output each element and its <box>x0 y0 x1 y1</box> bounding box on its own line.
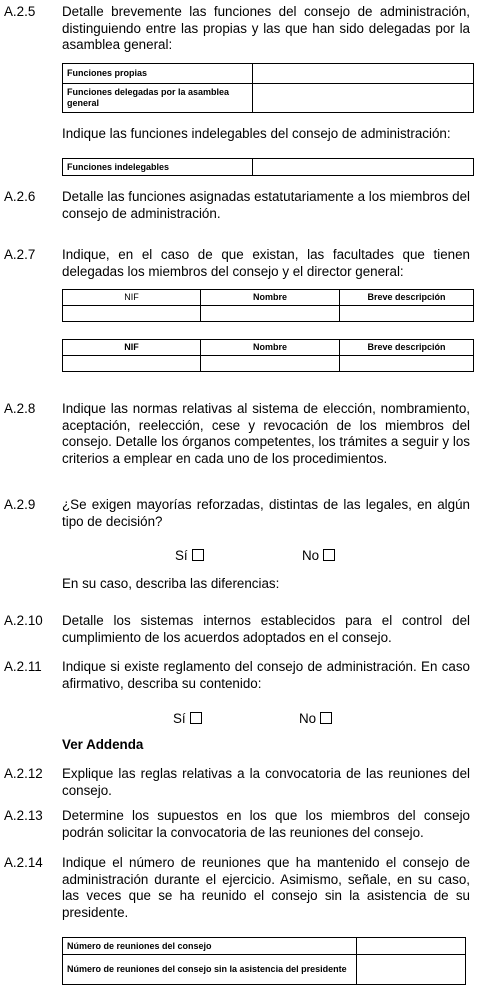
table-cell-empty[interactable] <box>253 84 474 113</box>
no-checkbox[interactable] <box>323 549 335 561</box>
section-text: ¿Se exigen mayorías reforzadas, distintas de las legales, en algún tipo de decisión? <box>62 497 470 529</box>
section-subtext: Indique las funciones indelegables del consejo de administración: <box>62 126 451 141</box>
table-cell-empty[interactable] <box>253 159 474 176</box>
section-text: Detalle las funciones asignadas estatutariamente a los miembros del consejo de administración. <box>62 189 470 221</box>
section-number: A.2.10 <box>4 613 43 628</box>
column-header: Nombre <box>201 290 340 306</box>
indelegables-table <box>62 158 474 176</box>
table-row <box>63 64 474 84</box>
table-row <box>63 938 466 955</box>
section-text: Indique si existe reglamento del consejo de administración. En caso afirmativo, describa su contenido: <box>62 659 470 691</box>
table-cell-empty[interactable] <box>201 356 340 372</box>
table-header-row <box>63 290 474 306</box>
no-checkbox[interactable] <box>320 712 332 724</box>
meetings-table <box>62 937 466 985</box>
table-cell-empty[interactable] <box>340 356 474 372</box>
table-cell: Número de reuniones del consejo <box>63 938 357 955</box>
column-header: NIF <box>63 290 201 306</box>
section-number: A.2.5 <box>4 4 36 19</box>
no-option <box>302 548 335 563</box>
table-header-row <box>63 340 474 356</box>
no-label: No <box>302 548 320 563</box>
section-text: Indique el número de reuniones que ha mantenido el consejo de administración durante el ejercicio. Asimismo, señale, en su caso, las veces que se ha reunido el consejo sin la asistencia de su presidente. <box>62 855 470 920</box>
section-number: A.2.13 <box>4 808 43 823</box>
table-cell: Número de reuniones del consejo sin la asistencia del presidente <box>63 955 357 985</box>
table-cell-empty[interactable] <box>63 356 201 372</box>
section-text: Explique las reglas relativas a la convocatoria de las reuniones del consejo. <box>62 766 470 798</box>
table-row <box>63 306 474 322</box>
si-label: Sí <box>175 548 188 563</box>
section-number: A.2.6 <box>4 189 36 204</box>
table-cell: Funciones delegadas por la asamblea general <box>63 84 253 113</box>
section-number: A.2.11 <box>4 659 42 674</box>
section-number: A.2.8 <box>4 401 36 416</box>
table-cell-empty[interactable] <box>253 64 474 84</box>
si-checkbox[interactable] <box>190 712 202 724</box>
si-option <box>175 548 204 563</box>
table-cell-empty[interactable] <box>357 938 466 955</box>
section-number: A.2.12 <box>4 766 43 781</box>
section-text: Determine los supuestos en los que los miembros del consejo podrán solicitar la convocatoria de las reuniones del consejo. <box>62 808 470 840</box>
delegation-table-1 <box>62 289 474 322</box>
column-header: NIF <box>63 340 201 356</box>
si-label: Sí <box>173 711 186 726</box>
delegation-table-2 <box>62 339 474 372</box>
section-subtext: En su caso, describa las diferencias: <box>62 576 280 591</box>
table-row <box>63 955 466 985</box>
no-label: No <box>299 711 317 726</box>
table-row <box>63 159 474 176</box>
table-cell-empty[interactable] <box>201 306 340 322</box>
addenda-note: Ver Addenda <box>62 737 144 752</box>
column-header: Nombre <box>201 340 340 356</box>
functions-table <box>62 63 474 113</box>
table-cell: Funciones propias <box>63 64 253 84</box>
table-cell-empty[interactable] <box>340 306 474 322</box>
table-cell: Funciones indelegables <box>63 159 253 176</box>
column-header: Breve descripción <box>340 340 474 356</box>
section-text: Detalle los sistemas internos establecidos para el control del cumplimiento de los acuerdos adoptados en el consejo. <box>62 613 470 645</box>
si-option <box>173 711 202 726</box>
section-number: A.2.7 <box>4 247 36 262</box>
table-row <box>63 84 474 113</box>
no-option <box>299 711 332 726</box>
si-checkbox[interactable] <box>192 549 204 561</box>
section-number: A.2.14 <box>4 855 43 870</box>
column-header: Breve descripción <box>340 290 474 306</box>
section-text: Indique las normas relativas al sistema de elección, nombramiento, aceptación, reelección, cese y revocación de los miembros del consejo. Detalle los órganos competentes, los trámites a seguir y los criterios a emplear en cada uno de los procedimientos. <box>62 401 470 466</box>
table-cell-empty[interactable] <box>357 955 466 985</box>
section-number: A.2.9 <box>4 497 36 512</box>
table-row <box>63 356 474 372</box>
table-cell-empty[interactable] <box>63 306 201 322</box>
section-text: Detalle brevemente las funciones del consejo de administración, distinguiendo entre las propias y las que han sido delegadas por la asamblea general: <box>62 4 470 52</box>
section-text: Indique, en el caso de que existan, las facultades que tienen delegadas los miembros del consejo y el director general: <box>62 247 470 279</box>
